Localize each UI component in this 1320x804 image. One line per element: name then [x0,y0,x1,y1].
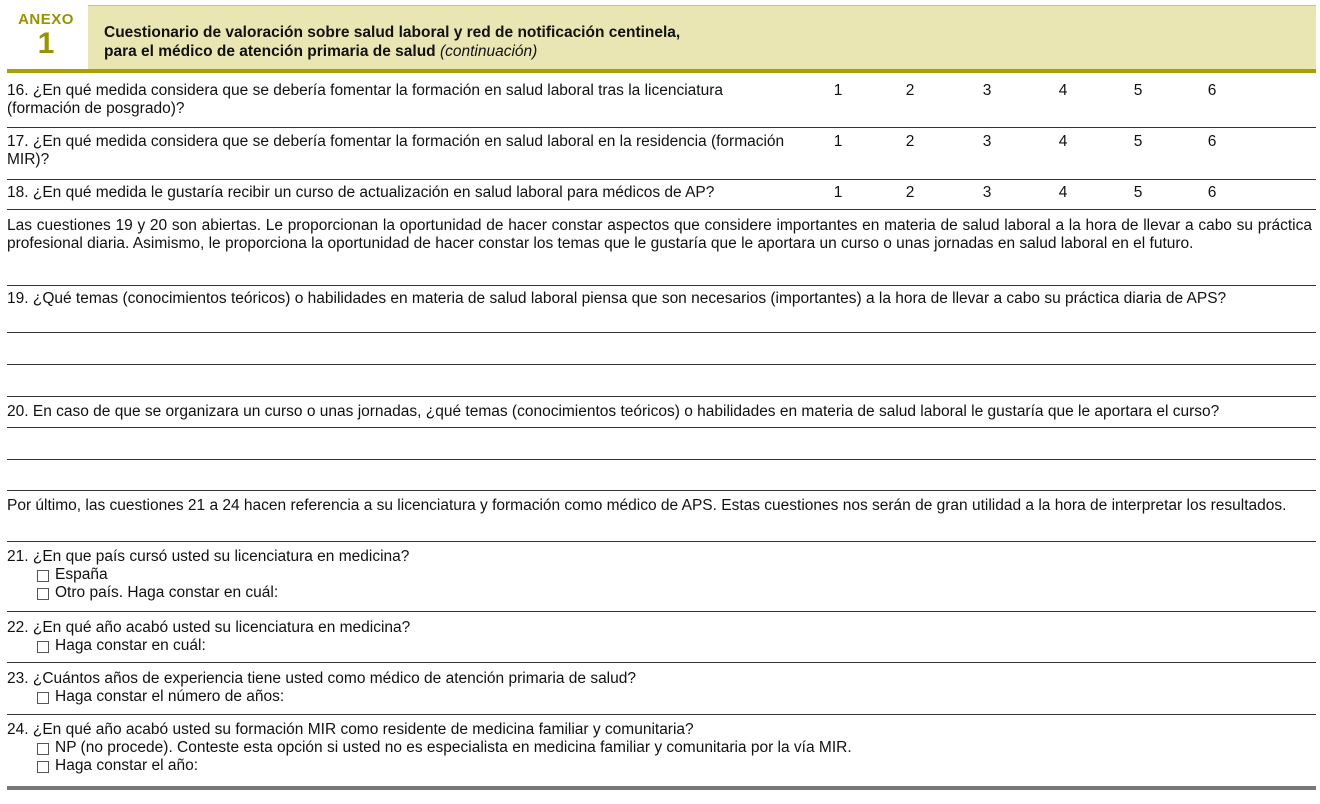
scale-option-2[interactable]: 2 [905,82,915,99]
divider [7,285,1316,286]
answer-line-19b[interactable] [7,364,1316,365]
option-label: Otro país. Haga constar en cuál: [55,584,279,601]
option-otro-pais[interactable] [7,584,1312,602]
option-year-mir[interactable] [7,757,1312,775]
question-23-text: 23. ¿Cuántos años de experiencia tiene usted como médico de atención primaria de salud? [7,670,636,687]
header-divider [7,69,1316,73]
title-line-2-text: para el médico de atención primaria de salud [104,43,436,60]
option-np[interactable] [7,739,1312,757]
scale-option-6[interactable]: 6 [1207,133,1217,150]
answer-line-20a[interactable] [7,427,1316,428]
checkbox[interactable] [37,588,49,600]
scale-option-4[interactable]: 4 [1058,133,1068,150]
option-years-experience[interactable] [7,688,1312,706]
option-label: Haga constar en cuál: [55,637,206,654]
question-19-text: 19. ¿Qué temas (conocimientos teóricos) o habilidades en materia de salud laboral piensa que son necesarios (importantes) a la hora de llevar a cabo su práctica diaria de APS? [7,290,1227,307]
annex-label: ANEXO [18,11,74,28]
annex-badge [7,5,85,69]
scale-option-3[interactable]: 3 [982,133,992,150]
question-21 [7,548,1312,602]
scale-option-1[interactable]: 1 [833,82,843,99]
scale-option-2[interactable]: 2 [905,184,915,201]
checkbox[interactable] [37,743,49,755]
divider [7,611,1316,612]
scale-option-2[interactable]: 2 [905,133,915,150]
divider [7,662,1316,663]
scale-option-5[interactable]: 5 [1133,82,1143,99]
scale-option-4[interactable]: 4 [1058,184,1068,201]
question-17-row [7,131,1316,180]
question-18-text: 18. ¿En qué medida le gustaría recibir un curso de actualización en salud laboral para médicos de AP? [7,184,715,201]
page-title [104,23,680,61]
scale-option-6[interactable]: 6 [1207,184,1217,201]
question-16-text: 16. ¿En qué medida considera que se debería fomentar la formación en salud laboral tras la licenciatura (formación de posgrado)? [7,82,723,117]
option-label: Haga constar el número de años: [55,688,285,705]
scale-option-1[interactable]: 1 [833,133,843,150]
annex-number: 1 [37,27,55,60]
divider [7,541,1316,542]
question-16-row [7,80,1316,128]
question-21-text: 21. ¿En que país cursó usted su licenciatura en medicina? [7,548,410,565]
question-22-text: 22. ¿En qué año acabó usted su licenciatura en medicina? [7,619,411,636]
question-17-text: 17. ¿En qué medida considera que se debería fomentar la formación en salud laboral en la residencia (formación MIR)? [7,133,785,168]
question-22 [7,619,1312,655]
answer-line-19c[interactable] [7,396,1316,397]
title-continuation: (continuación) [439,43,538,60]
option-label: España [55,566,108,583]
scale-option-5[interactable]: 5 [1133,184,1143,201]
checkbox[interactable] [37,570,49,582]
title-line-2 [104,42,680,61]
title-line-1: Cuestionario de valoración sobre salud laboral y red de notificación centinela, [104,24,681,41]
option-label: Haga constar el año: [55,757,199,774]
divider [7,714,1316,715]
question-20-text: 20. En caso de que se organizara un curso o unas jornadas, ¿qué temas (conocimientos teóricos) o habilidades en materia de salud laboral le gustaría que le aportara el curso? [7,403,1220,420]
question-23 [7,670,1312,706]
option-espana[interactable] [7,566,1312,584]
open-questions-intro: Las cuestiones 19 y 20 son abiertas. Le proporcionan la oportunidad de hacer constar aspectos que considere importantes en materia de salud laboral a la hora de llevar a cabo su práctica profesional diaria. Asimismo, le proporciona la oportunidad de hacer constar los temas que le gustaría que le aportara un curso o unas jornadas en salud laboral en el futuro. [7,217,1312,252]
final-questions-intro: Por último, las cuestiones 21 a 24 hacen referencia a su licenciatura y formación como médico de APS. Estas cuestiones nos serán de gran utilidad a la hora de interpretar los resultados. [7,497,1287,514]
option-label: NP (no procede). Conteste esta opción si usted no es especialista en medicina familiar y comunitaria por la vía MIR. [55,739,852,756]
option-year-licenciatura[interactable] [7,637,1312,655]
checkbox[interactable] [37,692,49,704]
answer-line-20c[interactable] [7,490,1316,491]
question-24-text: 24. ¿En qué año acabó usted su formación MIR como residente de medicina familiar y comunitaria? [7,721,694,738]
scale-option-1[interactable]: 1 [833,184,843,201]
scale-option-3[interactable]: 3 [982,184,992,201]
footer-divider [7,786,1316,790]
checkbox[interactable] [37,761,49,773]
checkbox[interactable] [37,641,49,653]
annex-header [7,5,1316,69]
question-24 [7,721,1312,775]
scale-option-5[interactable]: 5 [1133,133,1143,150]
scale-option-6[interactable]: 6 [1207,82,1217,99]
question-18-row [7,182,1316,210]
scale-option-4[interactable]: 4 [1058,82,1068,99]
answer-line-19a[interactable] [7,332,1316,333]
scale-option-3[interactable]: 3 [982,82,992,99]
answer-line-20b[interactable] [7,459,1316,460]
title-band [88,5,1316,70]
